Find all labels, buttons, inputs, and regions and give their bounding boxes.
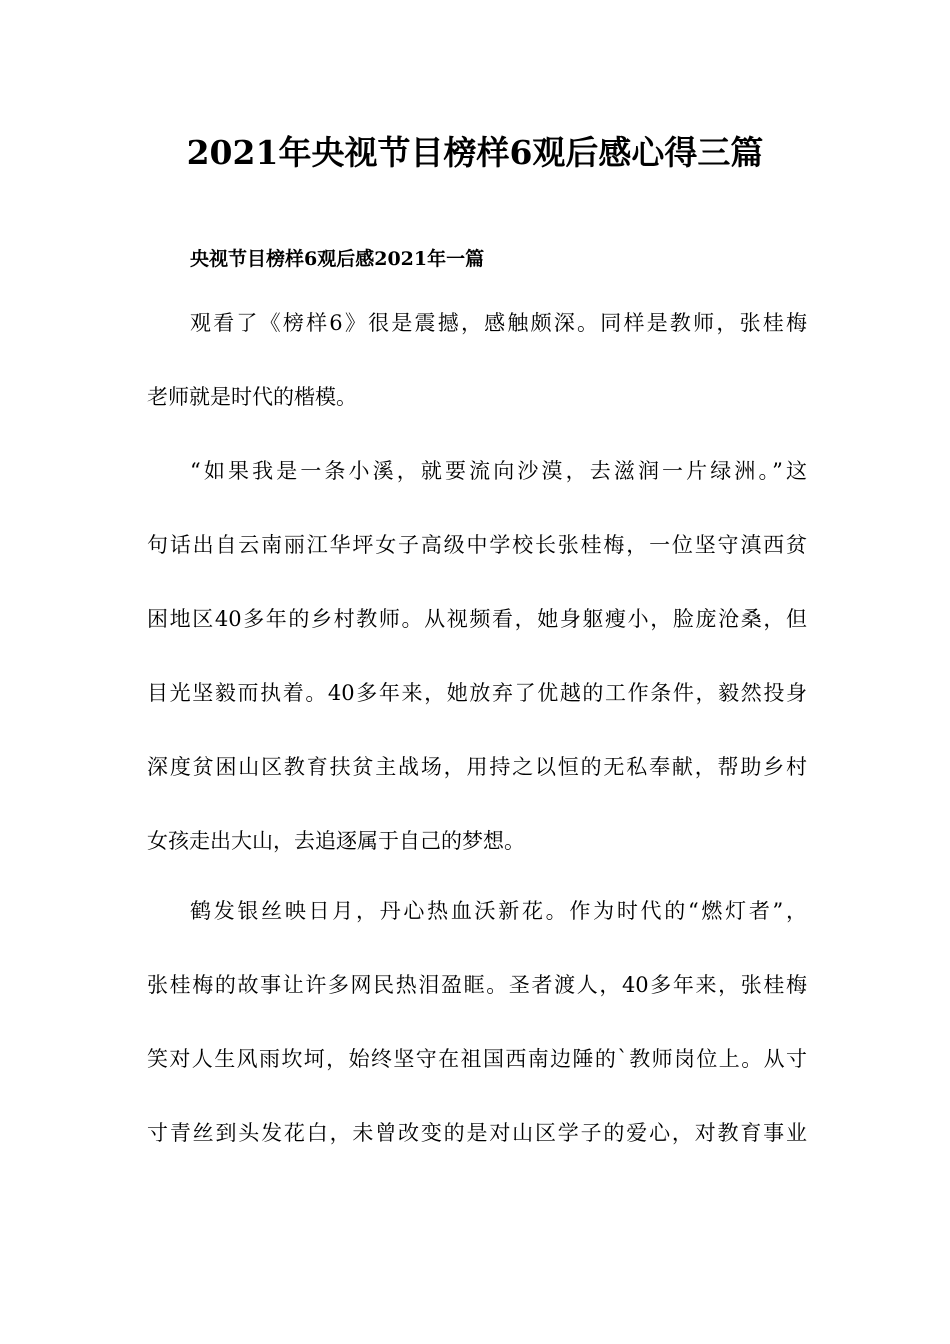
- paragraph-line: 张桂梅的故事让许多网民热泪盈眶。圣者渡人，40多年来，张桂梅: [147, 973, 807, 997]
- paragraph-line: 寸青丝到头发花白，未曾改变的是对山区学子的爱心，对教育事业: [147, 1121, 807, 1145]
- paragraph-line: 困地区40多年的乡村教师。从视频看，她身躯瘦小，脸庞沧桑，但: [147, 607, 807, 631]
- document-title: 2021年央视节目榜样6观后感心得三篇: [186, 133, 764, 172]
- paragraph-line: 深度贫困山区教育扶贫主战场，用持之以恒的无私奉献，帮助乡村: [147, 755, 807, 779]
- paragraph-line: 老师就是时代的楷模。: [147, 385, 357, 409]
- paragraph-line: “如果我是一条小溪，就要流向沙漠，去滋润一片绿洲。”这: [190, 459, 807, 483]
- paragraph-line: 句话出自云南丽江华坪女子高级中学校长张桂梅，一位坚守滇西贫: [147, 533, 807, 557]
- paragraph-line: 观看了《榜样6》很是震撼，感触颇深。同样是教师，张桂梅: [190, 311, 807, 335]
- paragraph-line: 女孩走出大山，去追逐属于自己的梦想。: [147, 829, 525, 853]
- paragraph-line: 笑对人生风雨坎坷，始终坚守在祖国西南边陲的`教师岗位上。从寸: [147, 1047, 807, 1071]
- paragraph-line: 鹤发银丝映日月，丹心热血沃新花。作为时代的“燃灯者”，: [190, 899, 807, 923]
- section-heading: 央视节目榜样6观后感2021年一篇: [190, 248, 485, 270]
- paragraph-line: 目光坚毅而执着。40多年来，她放弃了优越的工作条件，毅然投身: [147, 681, 807, 705]
